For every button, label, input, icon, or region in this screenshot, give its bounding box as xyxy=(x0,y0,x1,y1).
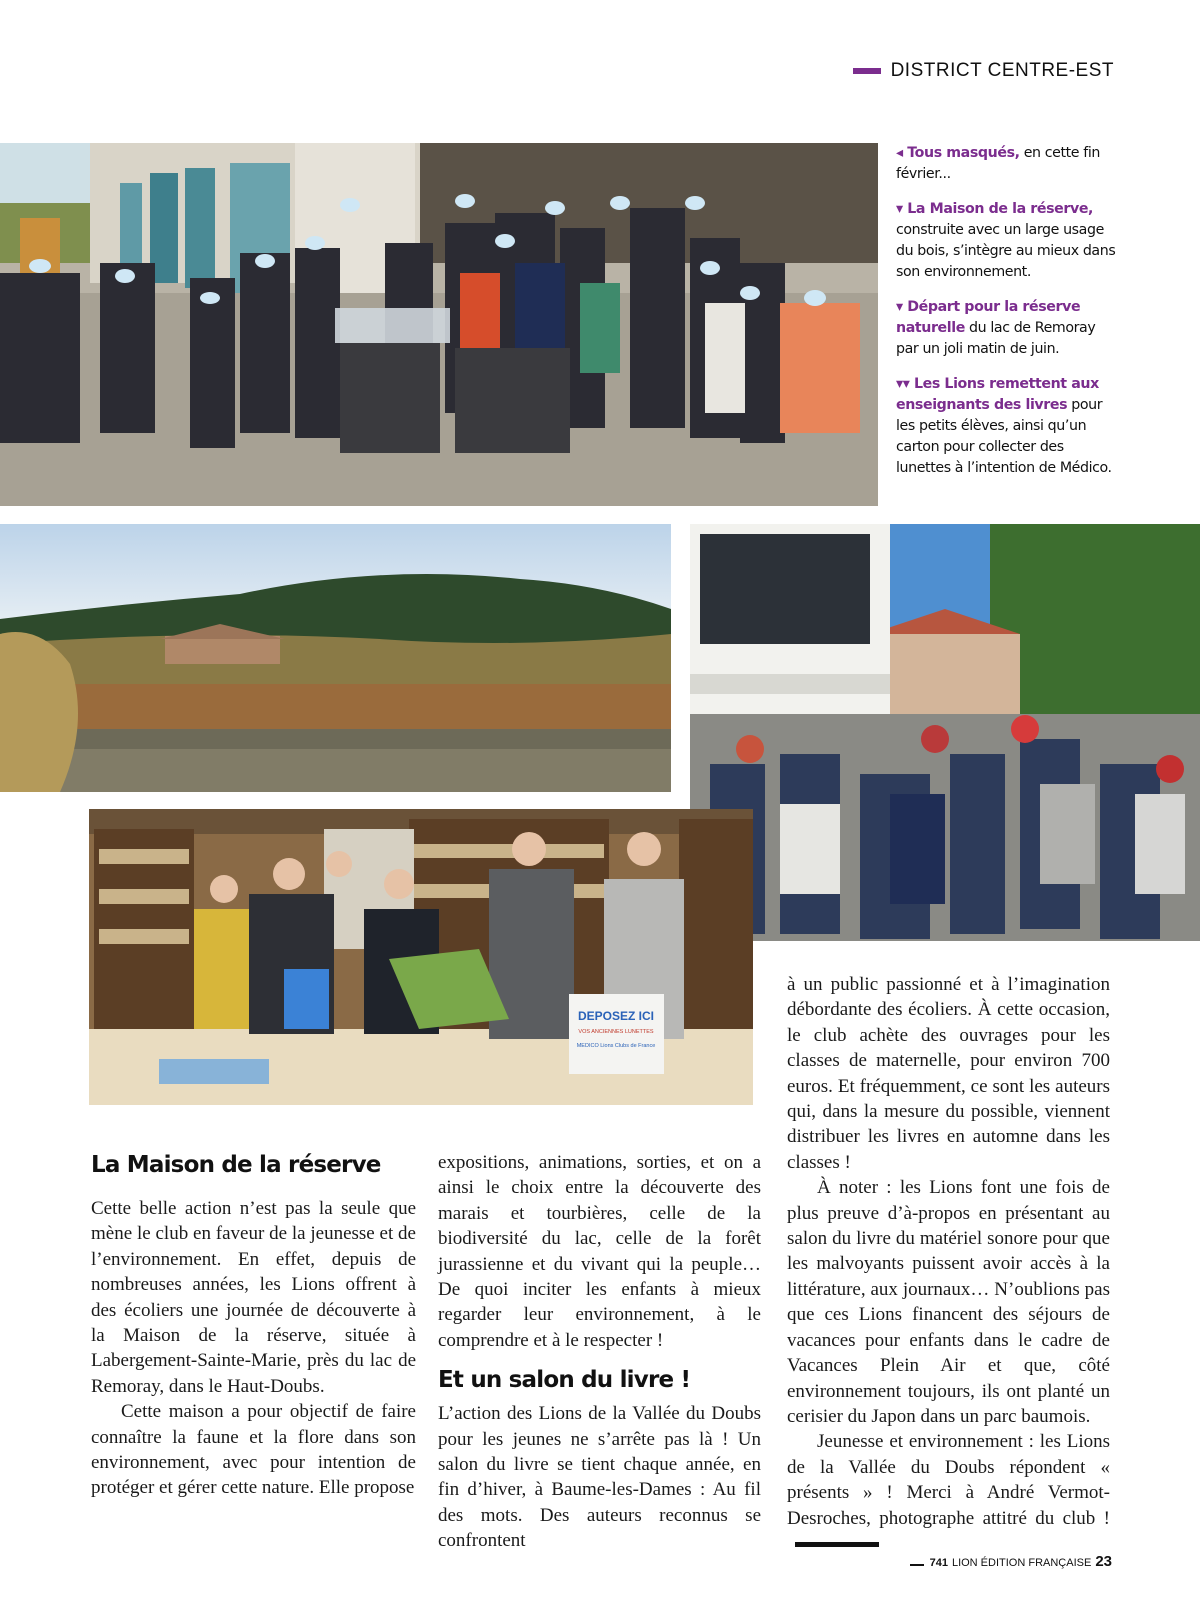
header-accent-bar xyxy=(853,68,881,74)
photo-masked-group xyxy=(0,143,878,506)
caption-depart: ▾ Départ pour la réserve naturelle du lac de Remoray par un joli matin de juin. xyxy=(896,299,1096,357)
paragraph-4: À noter : les Lions font une fois de plus preuve d’à-propos en présentant au salon du livre du matériel sonore pour que les malvoyants puissent avoir accès à la littérature, aux journaux… N’oublions pas que ces Lions financent des séjours de vacances pour enfants dans le cadre de Vacances Plein Air et que, côté environnement toujours, ils ont planté un cerisier du Japon dans un parc baumois. xyxy=(787,1177,1110,1427)
sign-text-3: MEDICO Lions Clubs de France xyxy=(576,1043,656,1049)
sign-text-2: VOS ANCIENNES LUNETTES xyxy=(578,1029,654,1035)
heading-maison-reserve: La Maison de la réserve xyxy=(91,1152,381,1178)
paragraph-5: Jeunesse et environnement : les Lions de la Vallée du Doubs répondent « présents » ! Merci à André Vermot-Desroches, photographe attitré du club ! xyxy=(787,1429,1110,1556)
section-header xyxy=(853,60,1114,82)
article-column-1 xyxy=(91,1150,416,1501)
paragraph-3-end: à un public passionné et à l’imagination débordante des écoliers. À cette occasion, le club achète des ouvrages pour les classes de maternelle, pour environ 700 euros. Et fréquemment, ce sont les auteurs qui, dans la mesure du possible, viennent distribuer les livres en automne dans les classes ! xyxy=(787,974,1110,1173)
footer-dash xyxy=(910,1564,924,1566)
photo-remise-livres xyxy=(89,809,753,1105)
section-title: DISTRICT CENTRE-EST xyxy=(890,60,1114,81)
paragraph-2-end: expositions, animations, sorties, et on a ainsi le choix entre la découverte des marais et tourbières, celle de la biodiversité du lac, celle de la forêt jurassienne et du vivant qui la peuple… De quoi inciter les enfants à mieux regarder leur environnement, à le comprendre et à le respecter ! xyxy=(438,1152,761,1351)
paragraph-3-start: L’action des Lions de la Vallée du Doubs pour les jeunes ne s’arrête pas là ! Un salon du livre se tient chaque année, en fin d’hiver, à Baume-les-Dames : Au fil des mots. Des auteurs reconnus se confrontent xyxy=(438,1403,761,1552)
heading-salon-livre: Et un salon du livre ! xyxy=(438,1367,691,1394)
paragraph-1: Cette belle action n’est pas la seule que mène le club en faveur de la jeunesse et de l’environnement. En effet, depuis de nombreuses années, les Lions offrent à des écoliers une journée de découverte à la Maison de la réserve, située à Labergement-Sainte-Marie, près du lac de Remoray, dans le Haut-Doubs. xyxy=(91,1198,416,1397)
photo-captions xyxy=(896,143,1116,493)
caption-masked: ◂ Tous masqués, en cette fin février... xyxy=(896,145,1100,182)
page-number: 23 xyxy=(1095,1553,1112,1570)
paragraph-2-start: Cette maison a pour objectif de faire connaître la faune et la flore dans son environnement, avec pour intention de protéger et gérer cette nature. Elle propose xyxy=(91,1401,416,1499)
caption-livres: ▾▾ Les Lions remettent aux enseignants des livres pour les petits élèves, ainsi qu’un carton pour collecter des lunettes à l’intention de Médico. xyxy=(896,376,1112,476)
article-column-3 xyxy=(787,972,1110,1556)
caption-maison: ▾ La Maison de la réserve, construite avec un large usage du bois, s’intègre au mieux dans son environnement. xyxy=(896,201,1116,280)
photo-maison-reserve xyxy=(0,524,671,792)
page-footer xyxy=(910,1553,1112,1570)
sign-text-1: DEPOSEZ ICI xyxy=(577,1009,655,1023)
footer-magazine: LION ÉDITION FRANÇAISE xyxy=(951,1557,1092,1569)
end-of-article-rule xyxy=(795,1542,879,1547)
article-column-2 xyxy=(438,1150,761,1554)
photo-depart-bus xyxy=(690,524,1200,941)
footer-issue: 741 xyxy=(929,1557,948,1569)
